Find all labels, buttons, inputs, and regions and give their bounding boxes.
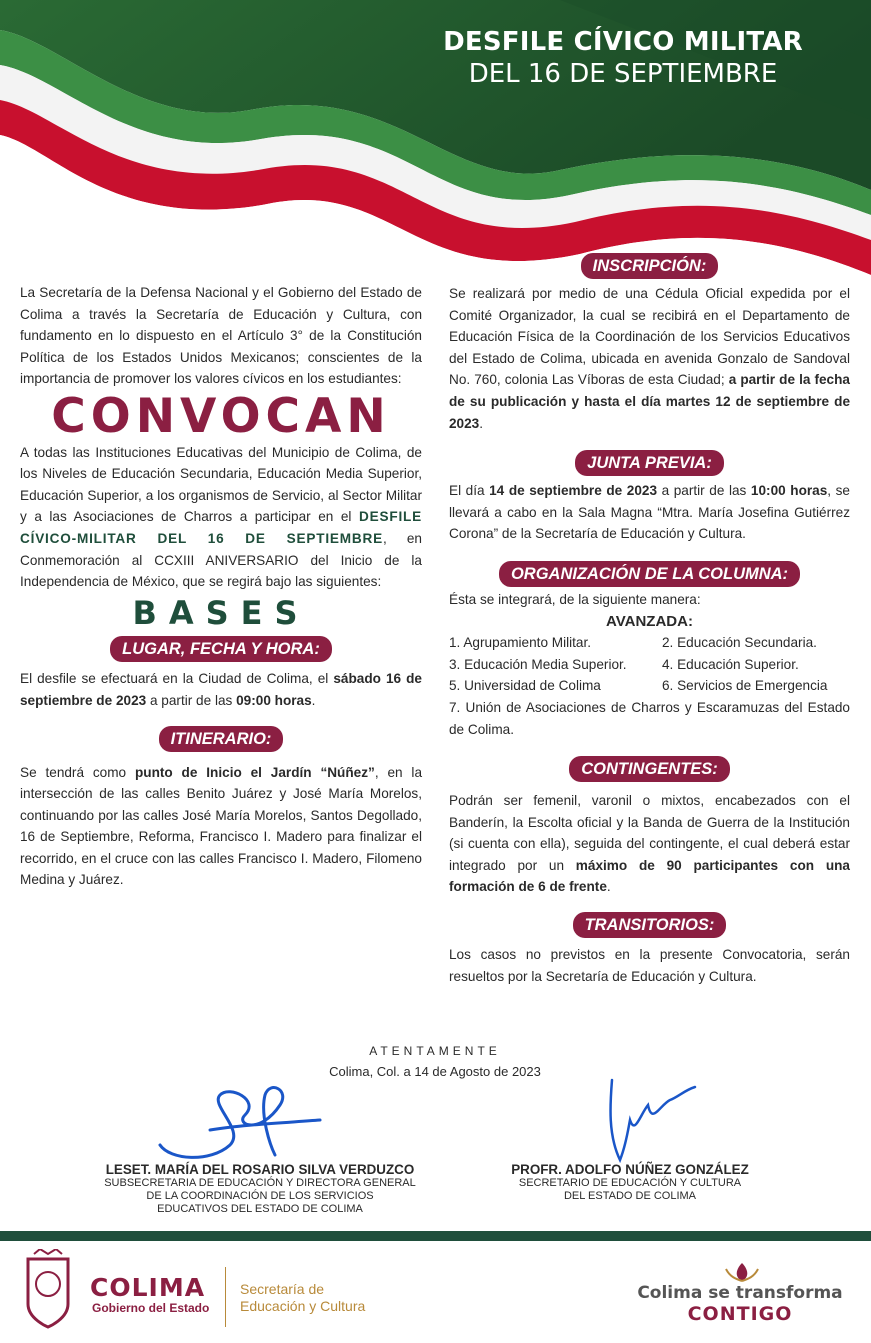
signer-left-name: LESET. MARÍA DEL ROSARIO SILVA VERDUZCO bbox=[105, 1162, 415, 1177]
colima-logo-text: COLIMA bbox=[90, 1273, 206, 1302]
signer-left bbox=[80, 1162, 440, 1216]
lugar-paragraph bbox=[20, 668, 422, 711]
bases-heading: BASES bbox=[132, 593, 310, 632]
junta-bold-1: 14 de septiembre de 2023 bbox=[489, 483, 658, 499]
section-header-inscripcion: INSCRIPCIÓN: bbox=[581, 253, 719, 279]
list-item: 2. Educación Secundaria. bbox=[662, 635, 817, 651]
itinerario-text-1: Se tendrá como bbox=[20, 764, 135, 780]
contingentes-paragraph bbox=[449, 790, 850, 898]
list-item: 4. Educación Superior. bbox=[662, 656, 799, 672]
avanzada-heading: AVANZADA: bbox=[606, 612, 693, 630]
right-column bbox=[449, 253, 850, 987]
slogan-line-2: CONTIGO bbox=[687, 1303, 793, 1325]
signer-left-role-1: SUBSECRETARIA DE EDUCACIÓN Y DIRECTORA GENERAL bbox=[104, 1177, 416, 1189]
list-item: 7. Unión de Asociaciones de Charros y Escaramuzas del Estado de Colima. bbox=[449, 699, 850, 737]
section-header-lugar: LUGAR, FECHA Y HORA: bbox=[110, 636, 332, 662]
call-text-1: A todas las Instituciones Educativas del Municipio de Colima, de los Niveles de Educación Secundaria, Educación Media Superior, Educación Superior, a los organismos de Servicio, al Sector Militar y a las Asociaciones de Charros a participar en el bbox=[20, 444, 422, 525]
secretaria-line-1: Secretaría de bbox=[240, 1281, 325, 1297]
slogan-line-1: Colima se transforma bbox=[637, 1283, 843, 1303]
junta-text-2: a partir de las bbox=[657, 483, 751, 499]
lugar-text-2: a partir de las bbox=[146, 692, 237, 708]
signature-right bbox=[600, 1075, 710, 1170]
atentamente: ATENTAMENTE bbox=[369, 1044, 501, 1058]
junta-text-3: , se llevará a cabo en la Sala Magna “Mtra. María Josefina Gutiérrez Corona” de la Secretaría de Educación y Cultura. bbox=[449, 483, 850, 542]
lugar-text-1: El desfile se efectuará en la Ciudad de Colima, el bbox=[20, 671, 334, 687]
intro-paragraph: La Secretaría de la Defensa Nacional y el Gobierno del Estado de Colima a través la Secretaría de Educación y Cultura, con fundamento en lo dispuesto en el Artículo 3° de la Constitución Política de los Estados Unidos Mexicanos; conscientes de la importancia de promover los valores cívicos en los estudiantes: bbox=[20, 285, 422, 387]
section-header-junta: JUNTA PREVIA: bbox=[575, 450, 724, 476]
secretaria-line-2: Educación y Cultura bbox=[240, 1298, 366, 1314]
inscripcion-bold-1: a partir de la fecha de su publicación y hasta el día martes 12 de septiembre de 2023 bbox=[449, 372, 850, 431]
flower-icon bbox=[720, 1259, 764, 1285]
contingentes-text-2: . bbox=[606, 879, 611, 895]
organizacion-intro: Ésta se integrará, de la siguiente manera: bbox=[449, 591, 701, 607]
section-header-itinerario: ITINERARIO: bbox=[159, 726, 284, 752]
page-title bbox=[413, 26, 833, 90]
signer-right-name: PROFR. ADOLFO NÚÑEZ GONZÁLEZ bbox=[511, 1162, 749, 1177]
signer-left-role-2: DE LA COORDINACIÓN DE LOS SERVICIOS bbox=[146, 1190, 374, 1202]
title-line-1: DESFILE CÍVICO MILITAR bbox=[443, 27, 803, 57]
call-highlight: DESFILE CÍVICO-MILITAR DEL 16 DE SEPTIEMBRE bbox=[20, 509, 422, 546]
call-text-2: , en Conmemoración al CCXIII ANIVERSARIO del Inicio de la Independencia de México, que se regirá bajo las siguientes: bbox=[20, 530, 422, 590]
convocan-heading: CONVOCAN bbox=[51, 388, 391, 444]
junta-text-1: El día bbox=[449, 483, 490, 499]
contingentes-text-1: Podrán ser femenil, varonil o mixtos, encabezados con el Banderín, la Escolta oficial y la Banda de Guerra de la Institución (si cuenta con ella), seguida del contingente, el cual deberá estar integrado por un bbox=[449, 793, 850, 873]
signer-left-role-3: EDUCATIVOS DEL ESTADO DE COLIMA bbox=[157, 1203, 363, 1215]
contingentes-bold-1: máximo de 90 participantes con una formación de 6 de frente bbox=[449, 857, 850, 895]
junta-bold-2: 10:00 horas bbox=[750, 483, 828, 499]
signer-right-role-2: DEL ESTADO DE COLIMA bbox=[563, 1190, 697, 1202]
inscripcion-paragraph bbox=[449, 283, 850, 434]
itinerario-paragraph bbox=[20, 762, 422, 892]
lugar-text-3: . bbox=[311, 692, 316, 708]
column-order-list bbox=[449, 632, 850, 697]
inscripcion-text-1: Se realizará por medio de una Cédula Oficial expedida por el Comité Organizador, la cual se recibirá en el Departamento de Educación Física de la Coordinación de los Servicios Educativos del Estado de Colima, ubicada en avenida Gonzalo de Sandoval No. 760, colonia Las Víboras de esta Ciudad; bbox=[449, 286, 850, 388]
section-header-organizacion: ORGANIZACIÓN DE LA COLUMNA: bbox=[499, 561, 800, 587]
list-item: 1. Agrupamiento Militar. bbox=[449, 635, 592, 651]
call-paragraph bbox=[20, 442, 422, 593]
lugar-bold-1: sábado 16 de septiembre de 2023 bbox=[20, 671, 422, 708]
lugar-bold-2: 09:00 horas bbox=[236, 692, 312, 708]
signer-right-role-1: SECRETARIO DE EDUCACIÓN Y CULTURA bbox=[518, 1177, 742, 1189]
transitorios-paragraph: Los casos no previstos en la presente Convocatoria, serán resueltos por la Secretaría de Educación y Cultura. bbox=[449, 947, 850, 984]
footer-divider bbox=[0, 1231, 871, 1241]
left-column bbox=[20, 282, 422, 891]
section-header-contingentes: CONTINGENTES: bbox=[569, 756, 730, 782]
list-item: 3. Educación Media Superior. bbox=[449, 656, 627, 672]
list-item: 6. Servicios de Emergencia bbox=[662, 678, 828, 694]
junta-paragraph bbox=[449, 480, 850, 545]
itinerario-bold-1: punto de Inicio el Jardín “Núñez” bbox=[134, 764, 375, 780]
signer-right bbox=[470, 1162, 790, 1203]
logo-divider bbox=[225, 1267, 226, 1327]
gobierno-text: Gobierno del Estado bbox=[92, 1301, 210, 1315]
inscripcion-text-2: . bbox=[479, 415, 484, 431]
footer-logos bbox=[0, 1241, 871, 1343]
title-line-2: DEL 16 DE SEPTIEMBRE bbox=[468, 59, 778, 89]
place-date: Colima, Col. a 14 de Agosto de 2023 bbox=[329, 1064, 541, 1079]
itinerario-text-2: , en la intersección de las calles Benito Juárez y José María Morelos, continuando por las calles José María Morelos, Santos Degollado, 16 de Septiembre, Reforma, Francisco I. Madero para finalizar el recorrido, en el cruce con las calles Francisco I. Madero, Filomeno Medina y Juárez. bbox=[20, 764, 423, 888]
list-item: 5. Universidad de Colima bbox=[449, 678, 601, 694]
signature-left bbox=[150, 1075, 330, 1165]
coat-of-arms-icon bbox=[20, 1249, 76, 1331]
section-header-transitorios: TRANSITORIOS: bbox=[573, 912, 727, 938]
